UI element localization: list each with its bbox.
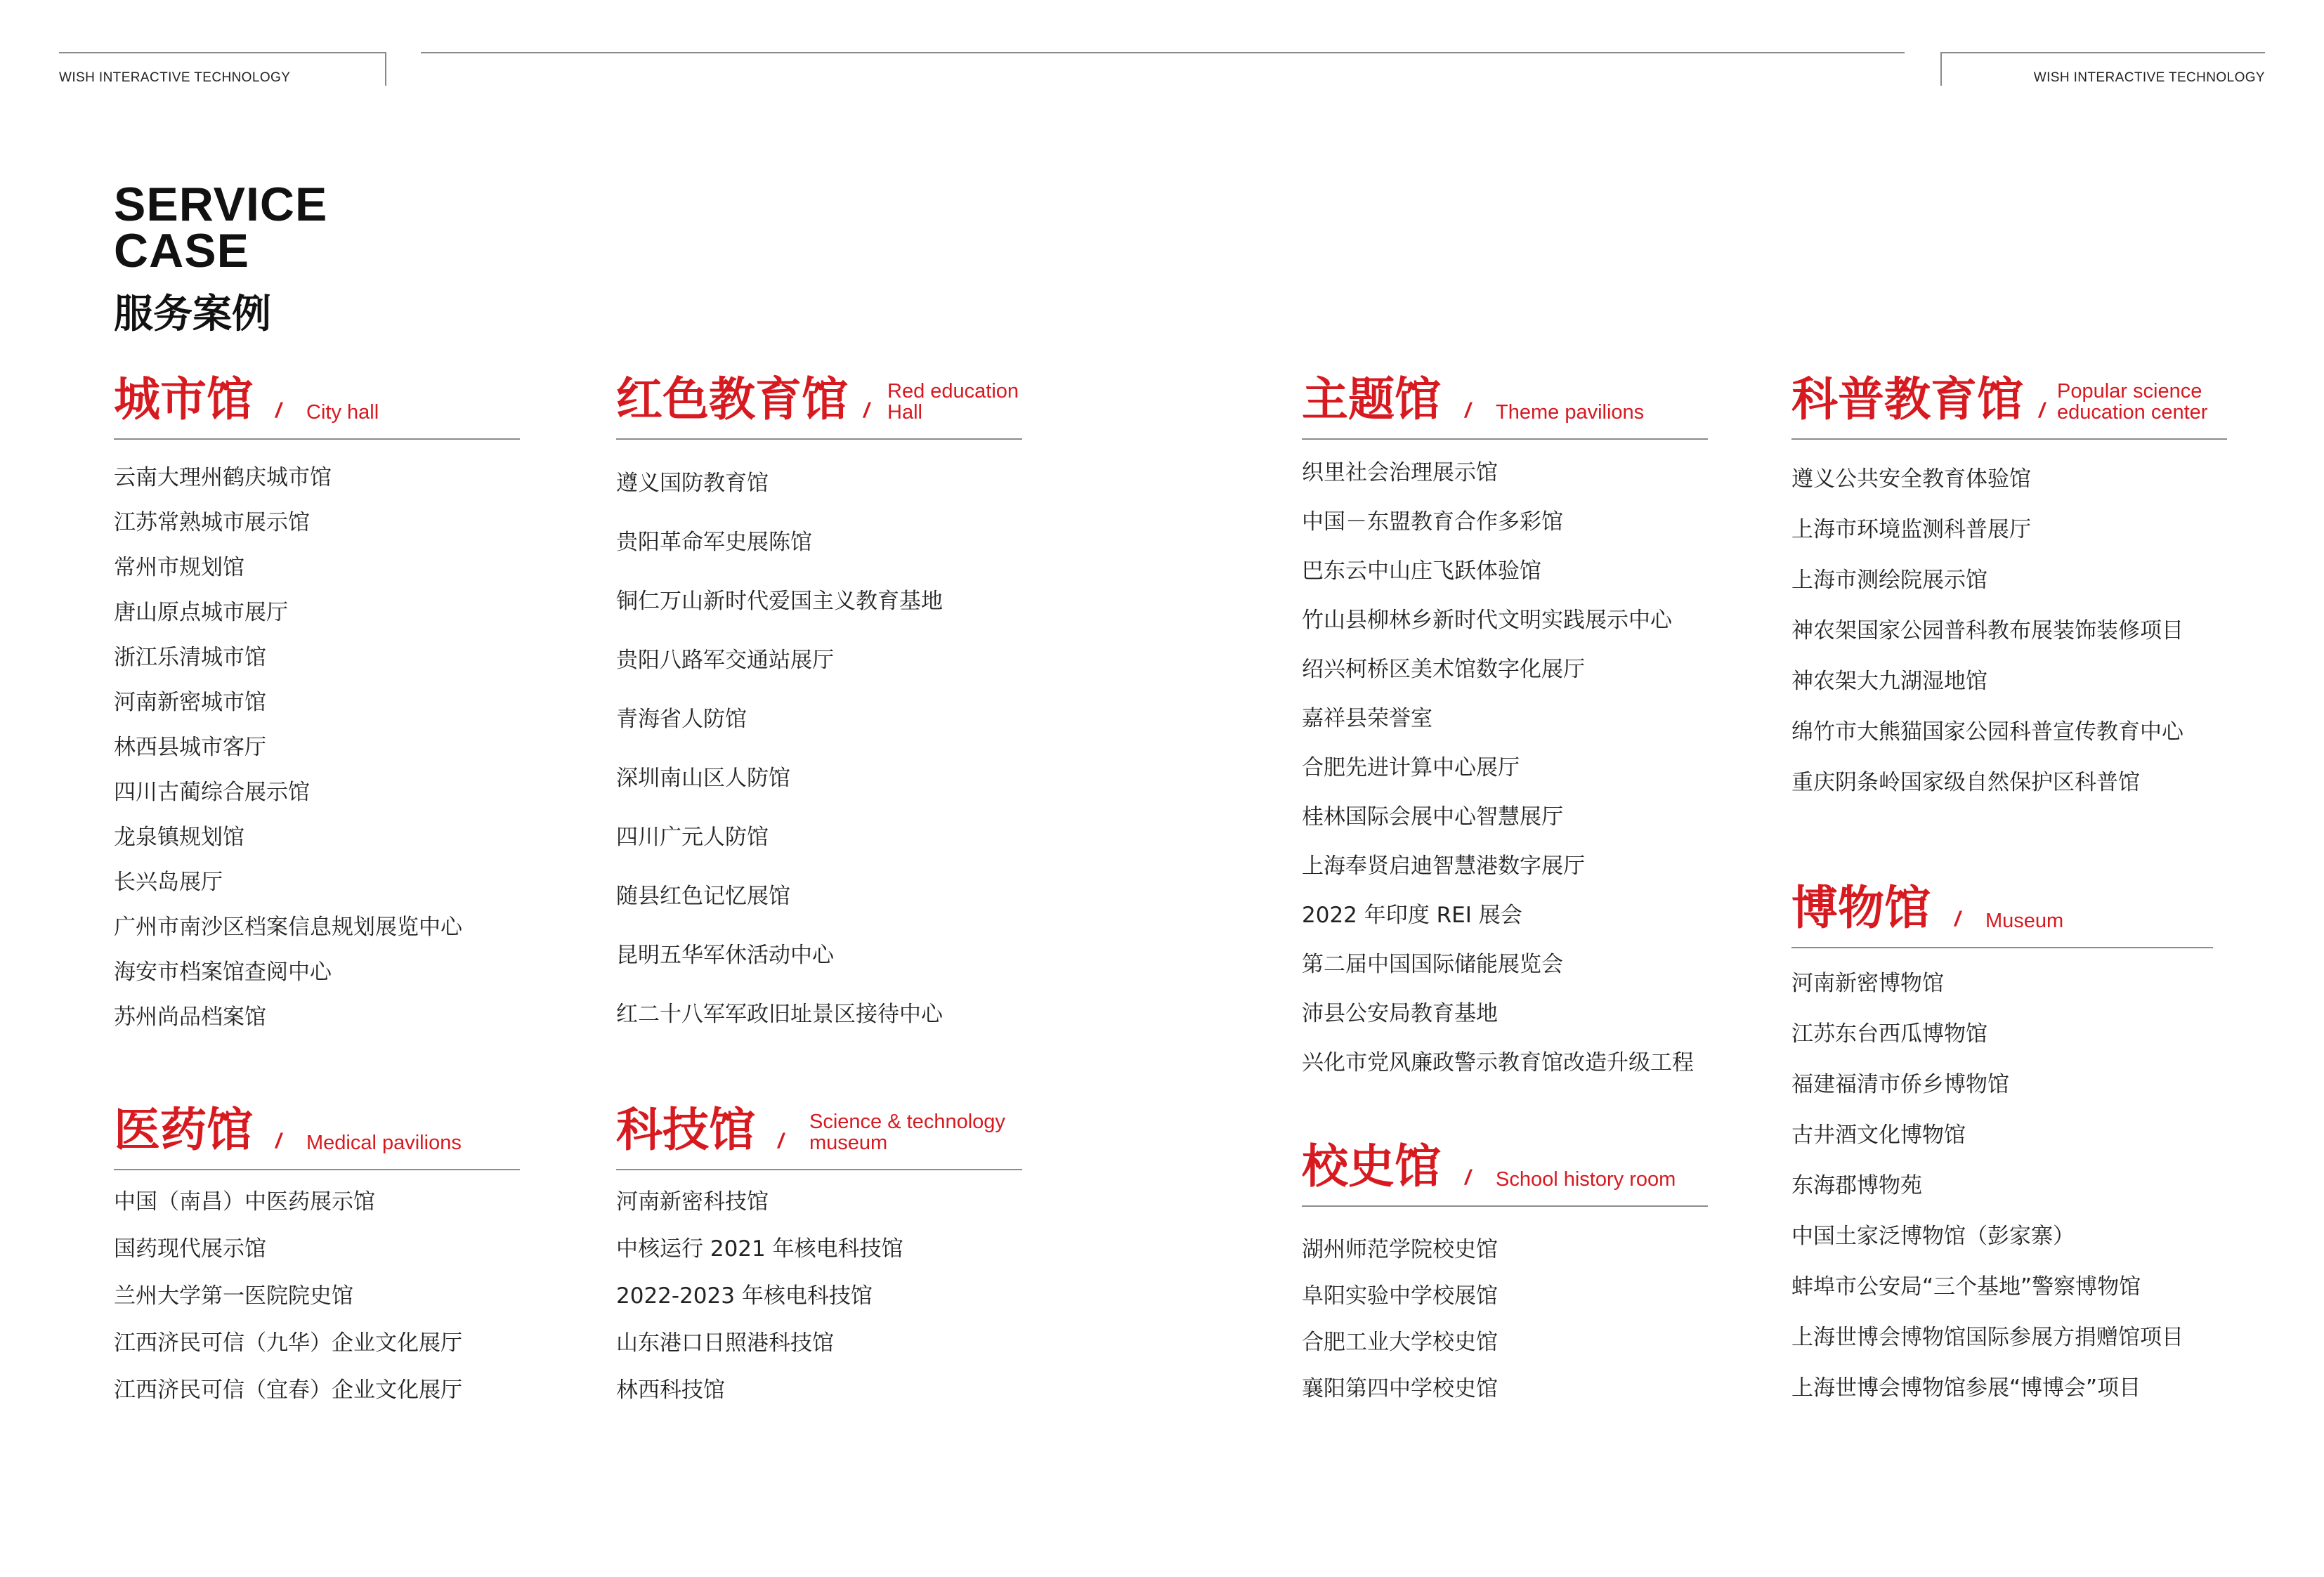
list-item: 嘉祥县荣誉室 (1302, 705, 1432, 731)
section-item-list (1791, 440, 2227, 805)
list-item: 上海市环境监测科普展厅 (1791, 516, 2031, 542)
list-item: 第二届中国国际储能展览会 (1302, 951, 1563, 977)
section-header (1791, 879, 2213, 947)
list-item: 四川古蔺综合展示馆 (114, 779, 310, 805)
list-item: 中国土家泛博物馆（彭家寨） (1791, 1223, 2075, 1249)
list-item: 铜仁万山新时代爱国主义教育基地 (616, 588, 943, 614)
list-item: 巴东云中山庄飞跃体验馆 (1302, 558, 1541, 584)
list-item: 长兴岛展厅 (114, 869, 223, 895)
slash-separator: / (1954, 908, 1961, 931)
list-item: 湖州师范学院校史馆 (1302, 1236, 1498, 1262)
header-left-tick (385, 52, 386, 86)
list-item: 合肥工业大学校史馆 (1302, 1329, 1498, 1355)
list-item: 上海奉贤启迪智慧港数字展厅 (1302, 853, 1585, 879)
list-item: 沛县公安局教育基地 (1302, 1000, 1498, 1026)
list-item: 青海省人防馆 (616, 706, 747, 732)
section-header (114, 371, 520, 438)
list-item: 福建福清市侨乡博物馆 (1791, 1071, 2009, 1097)
list-item: 贵阳革命军史展陈馆 (616, 529, 812, 555)
list-item: 红二十八军军政旧址景区接待中心 (616, 1001, 943, 1027)
slash-separator: / (778, 1130, 784, 1153)
section-title-cn: 科技馆 (616, 1103, 755, 1157)
section-header (1302, 1138, 1708, 1205)
list-item: 绍兴柯桥区美术馆数字化展厅 (1302, 656, 1585, 682)
section-title-en-line1: Museum (1985, 910, 2064, 932)
list-item: 襄阳第四中学校史馆 (1302, 1375, 1498, 1401)
slash-separator: / (275, 1130, 282, 1153)
section-title-cn: 博物馆 (1791, 881, 1931, 935)
header-right-rule (1940, 52, 2265, 53)
header-brand-left: WISH INTERACTIVE TECHNOLOGY (59, 70, 291, 85)
list-item: 中国（南昌）中医药展示馆 (114, 1189, 375, 1215)
section-title-en (2057, 381, 2207, 423)
section-item-list (616, 440, 1022, 1041)
list-item: 古井酒文化博物馆 (1791, 1122, 1966, 1148)
section-item-list (616, 1170, 1022, 1411)
list-item: 龙泉镇规划馆 (114, 824, 244, 850)
list-item: 河南新密科技馆 (616, 1189, 769, 1215)
list-item: 蚌埠市公安局“三个基地”警察博物馆 (1791, 1274, 2141, 1300)
section-title-en-line1: Theme pavilions (1496, 401, 1645, 424)
section-header (616, 1101, 1022, 1169)
header-brand-right: WISH INTERACTIVE TECHNOLOGY (2033, 70, 2265, 85)
list-item: 江苏东台西瓜博物馆 (1791, 1021, 1987, 1047)
section-title-en (306, 1132, 462, 1153)
list-item: 山东港口日照港科技馆 (616, 1330, 834, 1356)
list-item: 林西科技馆 (616, 1378, 725, 1403)
list-item: 云南大理州鹤庆城市馆 (114, 464, 332, 490)
slash-separator: / (863, 399, 870, 422)
list-item: 江西济民可信（九华）企业文化展厅 (114, 1330, 462, 1356)
slash-separator: / (275, 399, 282, 422)
list-item: 四川广元人防馆 (616, 824, 769, 850)
header-right-tick (1940, 52, 1942, 86)
section-header (616, 371, 1022, 438)
list-item: 2022-2023 年核电科技馆 (616, 1283, 873, 1309)
list-item: 河南新密城市馆 (114, 689, 266, 715)
page-title-cn: 服务案例 (114, 292, 271, 337)
list-item: 常州市规划馆 (114, 554, 244, 580)
section-title-en (306, 402, 379, 423)
slash-separator: / (1465, 1166, 1471, 1189)
section-title-en-line2: Hall (887, 401, 922, 424)
list-item: 国药现代展示馆 (114, 1236, 266, 1262)
section-title-en (887, 381, 1019, 423)
list-item: 江苏常熟城市展示馆 (114, 509, 310, 535)
list-item: 林西县城市客厅 (114, 734, 266, 760)
section-title-en-line1: City hall (306, 401, 379, 424)
section-title-cn: 医药馆 (114, 1103, 253, 1157)
section-header (114, 1101, 520, 1169)
header-center-rule (421, 52, 1905, 53)
slash-separator: / (2039, 399, 2045, 422)
section-item-list (1791, 948, 2213, 1411)
list-item: 东海郡博物苑 (1791, 1172, 1922, 1198)
section-title-en-line1: Red education (887, 380, 1019, 403)
list-item: 上海世博会博物馆参展“博博会”项目 (1791, 1375, 2141, 1401)
section-header (1791, 371, 2227, 438)
section-title-en (1496, 402, 1644, 423)
section-school-history (1302, 1138, 1708, 1409)
section-science-tech (616, 1101, 1022, 1411)
list-item: 兰州大学第一医院院史馆 (114, 1283, 353, 1309)
list-item: 遵义国防教育馆 (616, 470, 769, 496)
section-item-list (114, 440, 520, 1037)
section-title-en-line2: museum (809, 1132, 888, 1154)
list-item: 江西济民可信（宜春）企业文化展厅 (114, 1378, 462, 1403)
section-red-education (616, 371, 1022, 1041)
list-item: 海安市档案馆查阅中心 (114, 959, 332, 985)
header-left-rule (59, 52, 386, 53)
page-title-en-line2: CASE (114, 224, 249, 277)
section-medical (114, 1101, 520, 1411)
list-item: 中核运行 2021 年核电科技馆 (616, 1236, 903, 1262)
list-item: 桂林国际会展中心智慧展厅 (1302, 804, 1563, 830)
list-item: 广州市南沙区档案信息规划展览中心 (114, 914, 462, 940)
list-item: 神农架国家公园普科教布展装饰装修项目 (1791, 617, 2183, 643)
section-header (1302, 371, 1708, 438)
section-title-en (1985, 910, 2063, 931)
section-title-en-line1: Popular science (2057, 380, 2202, 403)
section-city-hall (114, 371, 520, 1037)
section-title-en (809, 1111, 1005, 1153)
list-item: 唐山原点城市展厅 (114, 599, 288, 625)
section-title-cn: 红色教育馆 (616, 372, 848, 426)
list-item: 竹山县柳林乡新时代文明实践展示中心 (1302, 607, 1672, 633)
section-theme-pavilions (1302, 371, 1708, 1085)
section-popular-science (1791, 371, 2227, 805)
section-item-list (114, 1170, 520, 1411)
list-item: 织里社会治理展示馆 (1302, 459, 1498, 485)
section-title-en-line1: School history room (1496, 1168, 1676, 1191)
section-title-en-line2: education center (2057, 401, 2208, 424)
page-title-en (114, 178, 328, 277)
section-title-en-line1: Science & technology (809, 1111, 1005, 1133)
list-item: 绵竹市大熊猫国家公园科普宣传教育中心 (1791, 719, 2183, 745)
page-title-en-line1: SERVICE (114, 178, 328, 231)
list-item: 遵义公共安全教育体验馆 (1791, 466, 2031, 492)
list-item: 上海世博会博物馆国际参展方捐赠馆项目 (1791, 1324, 2183, 1350)
section-museum (1791, 879, 2213, 1411)
list-item: 苏州尚品档案馆 (114, 1004, 266, 1030)
list-item: 阜阳实验中学校展馆 (1302, 1283, 1498, 1309)
list-item: 2022 年印度 REI 展会 (1302, 902, 1522, 928)
list-item: 深圳南山区人防馆 (616, 765, 790, 791)
section-item-list (1302, 1207, 1708, 1409)
list-item: 昆明五华军休活动中心 (616, 942, 834, 968)
section-title-cn: 科普教育馆 (1791, 372, 2023, 426)
section-title-cn: 城市馆 (114, 372, 253, 426)
list-item: 中国－东盟教育合作多彩馆 (1302, 509, 1563, 535)
list-item: 兴化市党风廉政警示教育馆改造升级工程 (1302, 1049, 1694, 1075)
section-title-en-line1: Medical pavilions (306, 1132, 462, 1154)
list-item: 河南新密博物馆 (1791, 970, 1944, 996)
list-item: 浙江乐清城市馆 (114, 644, 266, 670)
list-item: 神农架大九湖湿地馆 (1791, 668, 1987, 694)
list-item: 贵阳八路军交通站展厅 (616, 647, 834, 673)
list-item: 随县红色记忆展馆 (616, 883, 790, 909)
section-title-cn: 主题馆 (1302, 372, 1441, 426)
list-item: 合肥先进计算中心展厅 (1302, 754, 1520, 780)
list-item: 重庆阴条岭国家级自然保护区科普馆 (1791, 769, 2140, 795)
list-item: 上海市测绘院展示馆 (1791, 567, 1987, 593)
section-item-list (1302, 440, 1708, 1085)
section-title-cn: 校史馆 (1302, 1139, 1441, 1193)
section-title-en (1496, 1169, 1676, 1190)
slash-separator: / (1465, 399, 1471, 422)
